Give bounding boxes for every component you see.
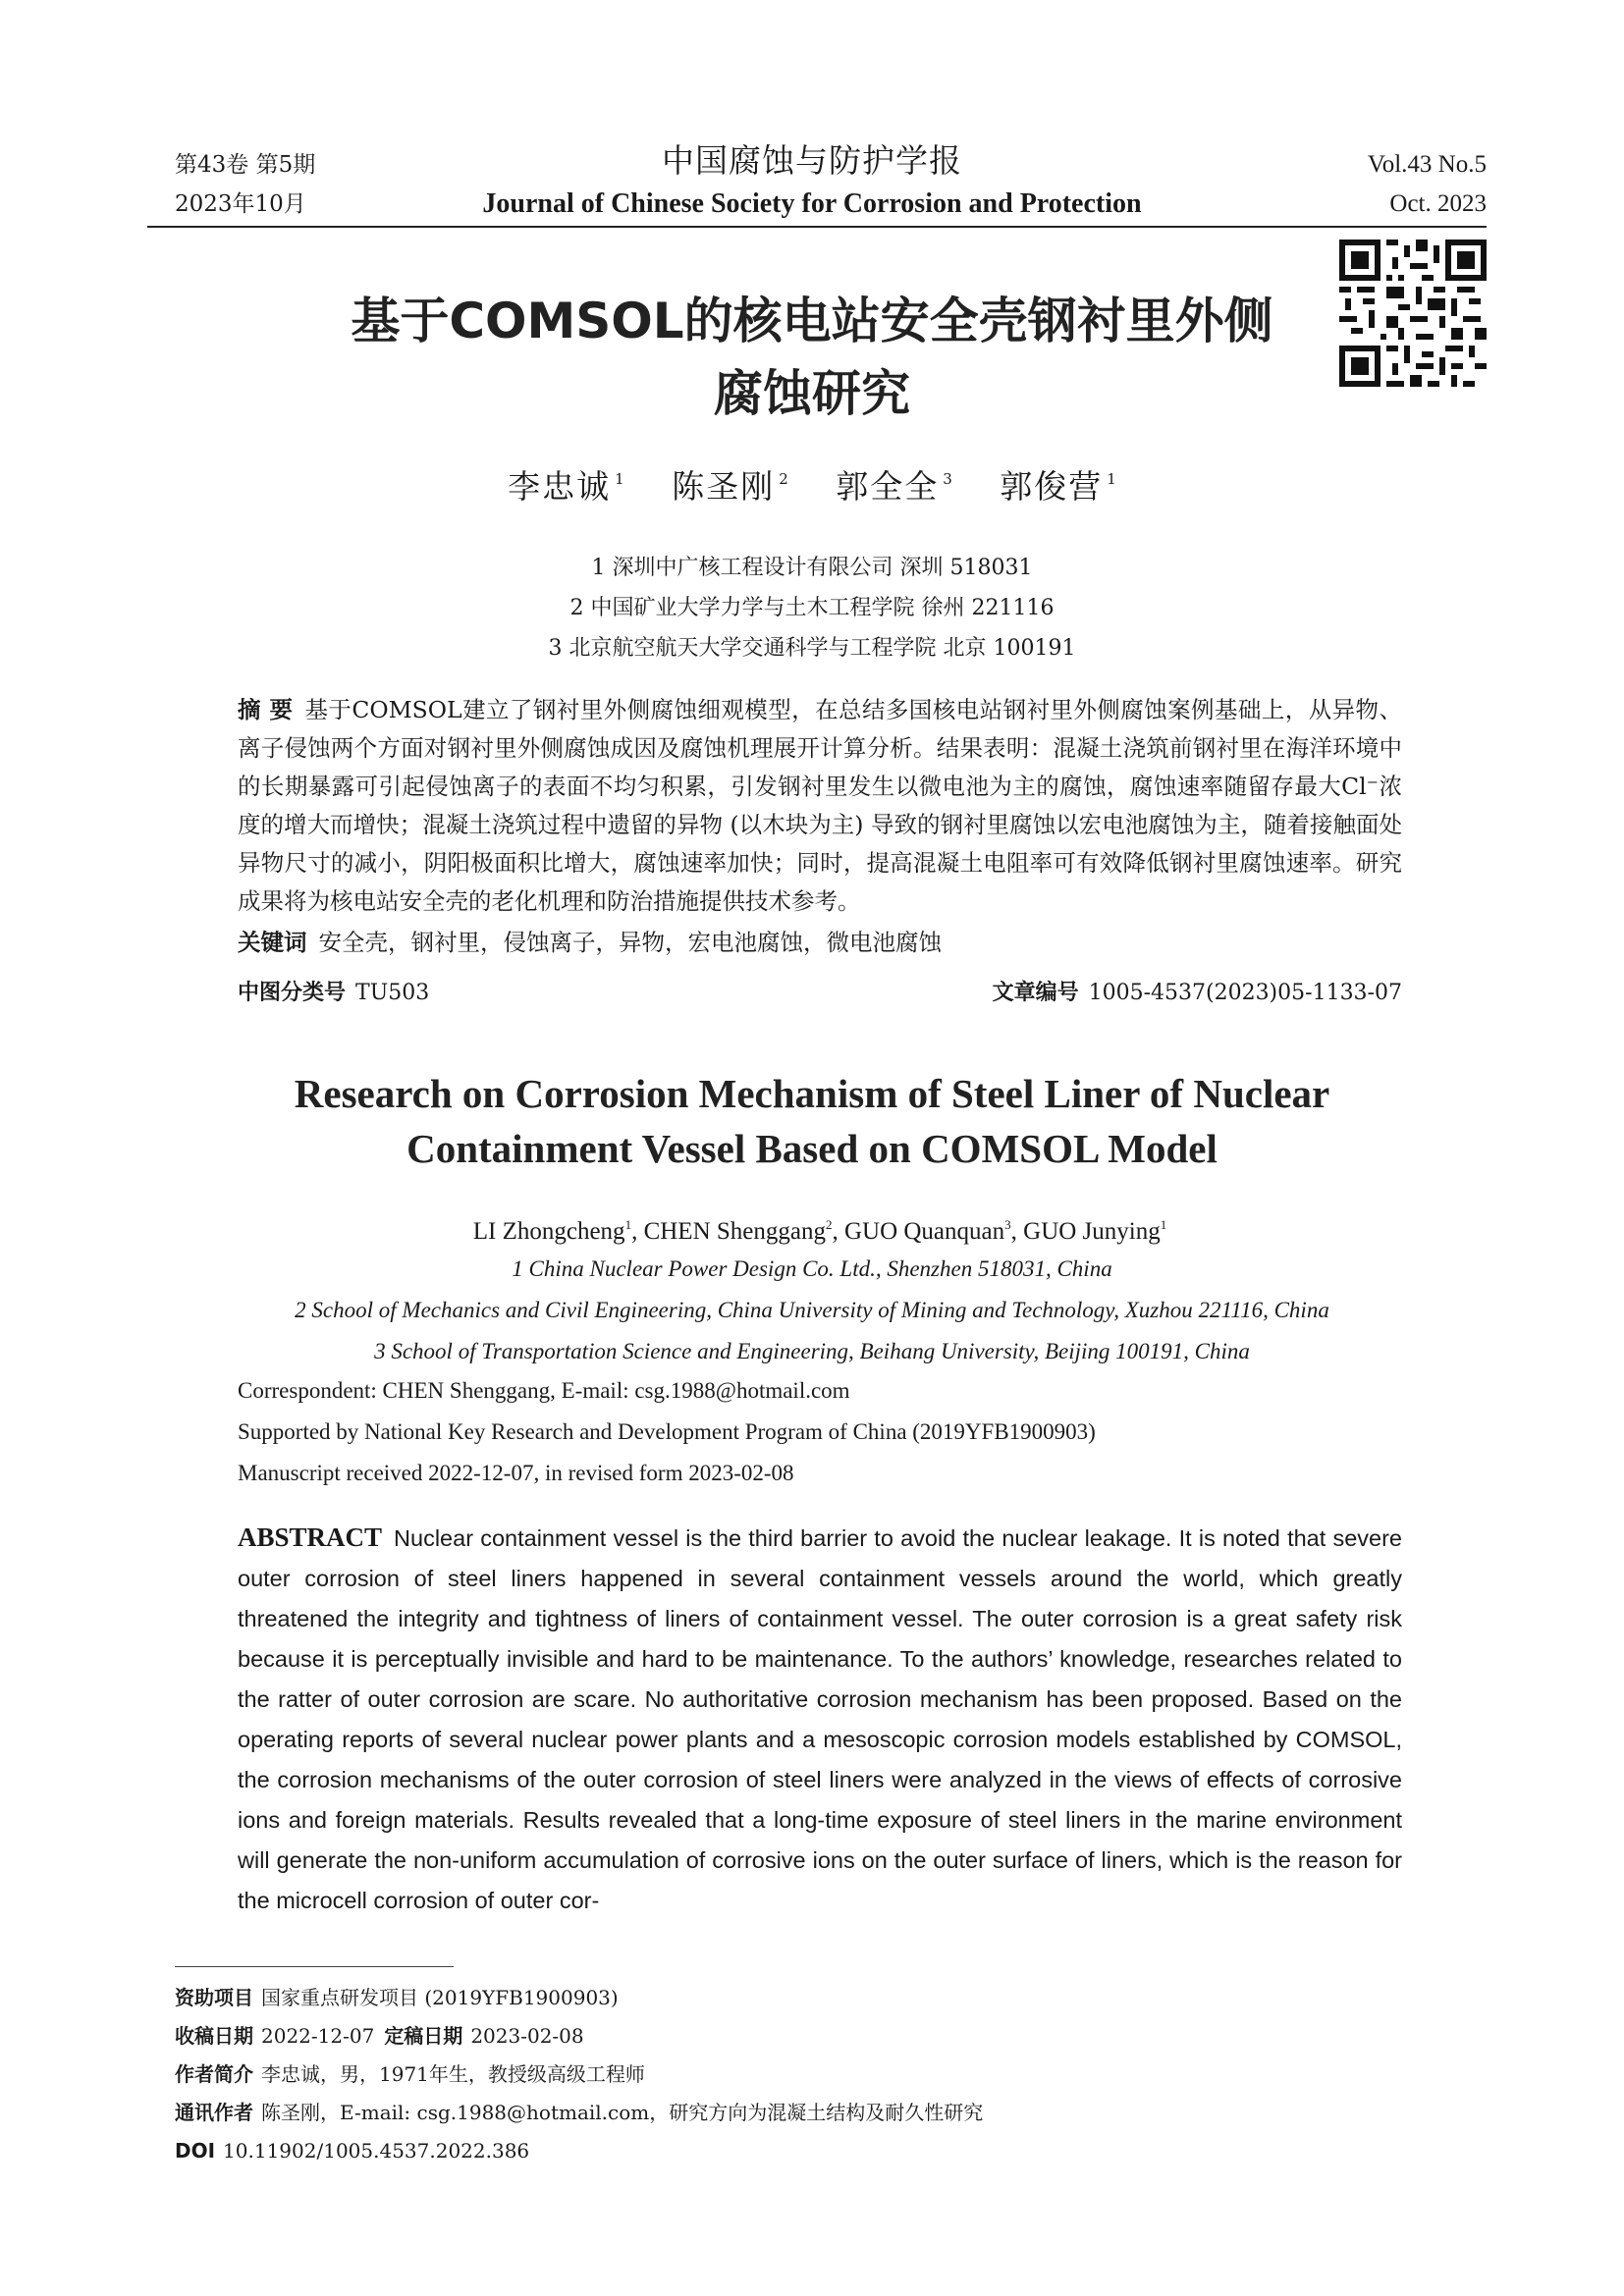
author-en: LI Zhongcheng$^1$ xyxy=(472,1217,632,1245)
paper-title-en-line2: Containment Vessel Based on COMSOL Model xyxy=(406,1126,1218,1171)
header-divider xyxy=(147,226,1487,228)
affiliation-cn: 1 深圳中广核工程设计有限公司 深圳 518031 xyxy=(591,556,1033,580)
affiliation-cn: 3 北京航空航天大学交通科学与工程学院 北京 100191 xyxy=(548,636,1076,661)
paper-title-cn-line1: 基于COMSOL的核电站安全壳钢衬里外侧 xyxy=(351,293,1273,349)
journal-name-en: Journal of Chinese Society for Corrosion and Protection xyxy=(482,188,1142,219)
affiliation-cn: 2 中国矿业大学力学与土木工程学院 徐州 221116 xyxy=(569,596,1055,620)
author-list-en: LI Zhongcheng$^1$, CHEN Shenggang$^2$, GUO Quanquan$^3$, GUO Junying$^1$ xyxy=(472,1217,1167,1245)
classification-number xyxy=(238,976,429,1011)
author-list-cn xyxy=(295,457,1329,508)
affiliations-cn xyxy=(295,548,1329,668)
volume-issue-cn: 第43卷 第5期 xyxy=(175,152,316,178)
date-cn: 2023年10月 xyxy=(175,191,306,217)
header-issue-cn xyxy=(175,145,315,224)
author-en: CHEN Shenggang$^2$ xyxy=(643,1217,833,1245)
paper-title-en xyxy=(196,1066,1428,1176)
qr-code-icon xyxy=(1339,240,1487,387)
footnote-dates: 收稿日期 2022-12-07 定稿日期 2023-02-08 xyxy=(175,2024,584,2048)
volume-issue-en: Vol.43 No.5 xyxy=(1367,151,1487,178)
classification-value: TU503 xyxy=(355,981,430,1005)
journal-name xyxy=(393,137,1231,224)
affiliation-en: 1 China Nuclear Power Design Co. Ltd., Shenzhen 518031, China xyxy=(512,1256,1112,1281)
correspondent-line: Correspondent: CHEN Shenggang, E-mail: csg.1988@hotmail.com xyxy=(238,1378,850,1403)
author-en: GUO Junying$^1$ xyxy=(1023,1217,1167,1245)
journal-name-cn: 中国腐蚀与防护学报 xyxy=(662,141,962,180)
author-cn: 郭全全 $^3$ xyxy=(836,467,952,506)
footnote-corresponding-author: 通讯作者 陈圣刚，E-mail: csg.1988@hotmail.com，研究方向为混凝土结构及耐久性研究 xyxy=(175,2101,984,2124)
footnote-funding: 资助项目 国家重点研发项目 (2019YFB1900903) xyxy=(175,1986,619,2009)
paper-metadata-en xyxy=(238,1370,1402,1494)
paper-title-cn-line2: 腐蚀研究 xyxy=(714,365,910,422)
abstract-en xyxy=(238,1518,1402,1921)
paper-title-en-line1: Research on Corrosion Mechanism of Steel Liner of Nuclear xyxy=(294,1071,1330,1116)
footnotes xyxy=(175,1979,1402,2170)
manuscript-dates-line: Manuscript received 2022-12-07, in revised form 2023-02-08 xyxy=(238,1461,794,1485)
footnote-divider xyxy=(175,1966,454,1967)
keywords-cn xyxy=(238,924,1402,962)
author-cn: 陈圣刚 $^2$ xyxy=(672,467,788,506)
keywords-cn-text: 安全壳，钢衬里，侵蚀离子，异物，宏电池腐蚀，微电池腐蚀 xyxy=(318,929,942,956)
article-number xyxy=(884,976,1402,1011)
classification-label: 中图分类号 xyxy=(238,981,347,1005)
abstract-cn xyxy=(238,691,1402,921)
abstract-en-text: Nuclear containment vessel is the third barrier to avoid the nuclear leakage. It is noted that severe outer corrosion of steel liners happened in several containment vessels around the world, which greatly threatened the integrity and tightness of liners of containment vessel. The outer corrosion is a great safety risk because it is perceptually invisible and hard to be maintenance. To the authors’ knowledge, researches related to the ratter of outer corrosion are scare. No authoritative corrosion mechanism has been proposed. Based on the operating reports of several nuclear power plants and a mesoscopic corrosion models established by COMSOL, the corrosion mechanisms of the outer corrosion of steel liners were analyzed in the views of effects of corrosive ions and foreign materials. Results revealed that a long-time exposure of steel liners in the marine environment will generate the non-uniform accumulation of corrosive ions on the outer surface of liners, which is the reason for the microcell corrosion of outer cor- xyxy=(238,1525,1402,1913)
header-issue-en xyxy=(1276,145,1487,224)
abstract-cn-text: 基于COMSOL建立了钢衬里外侧腐蚀细观模型，在总结多国核电站钢衬里外侧腐蚀案例基础上，从异物、离子侵蚀两个方面对钢衬里外侧腐蚀成因及腐蚀机理展开计算分析。结果表明：混凝土浇筑前钢衬里在海洋环境中的长期暴露可引起侵蚀离子的表面不均匀积累，引发钢衬里发生以微电池为主的腐蚀，腐蚀速率随留存最大Cl⁻浓度的增大而增快；混凝土浇筑过程中遗留的异物 (以木块为主) 导致的钢衬里腐蚀以宏电池腐蚀为主，随着接触面处异物尺寸的减小，阴阳极面积比增大，腐蚀速率加快；同时，提高混凝土电阻率可有效降低钢衬里腐蚀速率。研究成果将为核电站安全壳的老化机理和防治措施提供技术参考。 xyxy=(238,696,1402,915)
date-en: Oct. 2023 xyxy=(1389,190,1487,217)
keywords-cn-label: 关键词 xyxy=(238,929,307,956)
footnote-doi: DOI 10.11902/1005.4537.2022.386 xyxy=(175,2139,530,2163)
funding-line: Supported by National Key Research and Development Program of China (2019YFB1900903) xyxy=(238,1419,1096,1444)
affiliation-en: 2 School of Mechanics and Civil Engineering, China University of Mining and Technology, Xuzhou 221116, China xyxy=(295,1298,1329,1322)
article-number-label: 文章编号 xyxy=(992,981,1079,1005)
affiliations-en xyxy=(196,1249,1428,1372)
abstract-cn-label: 摘 要 xyxy=(238,696,294,723)
article-number-value: 1005-4537(2023)05-1133-07 xyxy=(1088,981,1402,1005)
author-cn: 李忠诚 $^1$ xyxy=(508,467,624,506)
author-en: GUO Quanquan$^3$ xyxy=(843,1217,1011,1245)
author-cn: 郭俊营 $^1$ xyxy=(1000,467,1116,506)
abstract-en-label: ABSTRACT xyxy=(238,1522,383,1552)
footnote-author-bio: 作者简介 李忠诚，男，1971年生，教授级高级工程师 xyxy=(175,2062,645,2086)
paper-title-cn xyxy=(295,285,1329,430)
affiliation-en: 3 School of Transportation Science and Engineering, Beihang University, Beijing 100191, China xyxy=(374,1339,1250,1363)
